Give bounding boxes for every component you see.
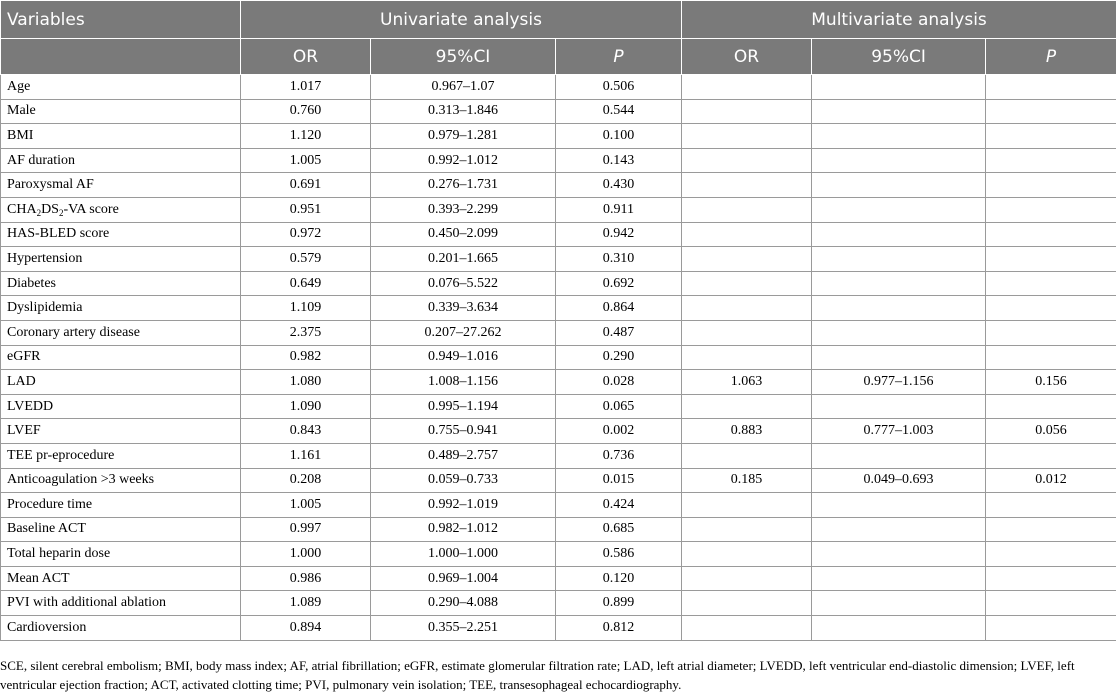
multi-p-cell — [986, 148, 1116, 173]
uni-or-cell: 1.017 — [241, 75, 371, 100]
table-row — [1, 542, 1116, 567]
uni-ci-cell: 0.076–5.522 — [371, 271, 556, 296]
header-multi-ci: 95%CI — [812, 39, 986, 75]
uni-p-cell: 0.685 — [556, 517, 682, 542]
variable-name-cell: AF duration — [1, 148, 241, 173]
multi-or-cell: 0.185 — [682, 468, 812, 493]
multi-ci-cell — [812, 616, 986, 641]
header-multi-or: OR — [682, 39, 812, 75]
multi-or-cell — [682, 394, 812, 419]
table-row — [1, 419, 1116, 444]
uni-p-cell: 0.812 — [556, 616, 682, 641]
table-row — [1, 443, 1116, 468]
header-univariate: Univariate analysis — [241, 1, 682, 39]
multi-p-cell: 0.012 — [986, 468, 1116, 493]
uni-ci-cell: 0.755–0.941 — [371, 419, 556, 444]
multi-p-cell — [986, 394, 1116, 419]
table-row — [1, 616, 1116, 641]
multi-ci-cell: 0.977–1.156 — [812, 370, 986, 395]
table-row — [1, 124, 1116, 149]
multi-ci-cell — [812, 443, 986, 468]
uni-or-cell: 0.208 — [241, 468, 371, 493]
table-row — [1, 345, 1116, 370]
uni-ci-cell: 0.276–1.731 — [371, 173, 556, 198]
uni-p-cell: 0.864 — [556, 296, 682, 321]
multi-ci-cell — [812, 345, 986, 370]
uni-p-cell: 0.487 — [556, 320, 682, 345]
multi-or-cell — [682, 99, 812, 124]
multi-or-cell — [682, 345, 812, 370]
multi-or-cell — [682, 443, 812, 468]
uni-or-cell: 0.579 — [241, 247, 371, 272]
uni-p-cell: 0.736 — [556, 443, 682, 468]
variable-name-cell: Cardioversion — [1, 616, 241, 641]
uni-p-cell: 0.143 — [556, 148, 682, 173]
table-row — [1, 468, 1116, 493]
multi-p-cell — [986, 173, 1116, 198]
multi-or-cell — [682, 320, 812, 345]
multi-p-cell — [986, 616, 1116, 641]
table-row — [1, 75, 1116, 100]
uni-p-cell: 0.942 — [556, 222, 682, 247]
table-row — [1, 99, 1116, 124]
variable-name-cell: $CHA_2DS_2-VA$ score — [1, 197, 241, 222]
uni-ci-cell: 0.290–4.088 — [371, 591, 556, 616]
variable-name-cell: Coronary artery disease — [1, 320, 241, 345]
variable-name-cell: Total heparin dose — [1, 542, 241, 567]
uni-or-cell: 0.951 — [241, 197, 371, 222]
multi-p-cell — [986, 517, 1116, 542]
variable-name-cell: Baseline ACT — [1, 517, 241, 542]
variable-name-cell: Paroxysmal AF — [1, 173, 241, 198]
variable-name-cell: Mean ACT — [1, 566, 241, 591]
multi-ci-cell — [812, 271, 986, 296]
uni-p-cell: 0.002 — [556, 419, 682, 444]
uni-or-cell: 0.843 — [241, 419, 371, 444]
uni-ci-cell: 0.995–1.194 — [371, 394, 556, 419]
multi-ci-cell — [812, 320, 986, 345]
variable-name-cell: LVEF — [1, 419, 241, 444]
uni-p-cell: 0.100 — [556, 124, 682, 149]
table-row — [1, 222, 1116, 247]
uni-p-cell: 0.911 — [556, 197, 682, 222]
uni-ci-cell: 0.450–2.099 — [371, 222, 556, 247]
uni-or-cell: 0.894 — [241, 616, 371, 641]
multi-p-cell: 0.056 — [986, 419, 1116, 444]
variable-name-cell: BMI — [1, 124, 241, 149]
table-row — [1, 517, 1116, 542]
multi-or-cell — [682, 566, 812, 591]
multi-ci-cell — [812, 591, 986, 616]
variable-name-cell: PVI with additional ablation — [1, 591, 241, 616]
table-row — [1, 591, 1116, 616]
multi-or-cell — [682, 247, 812, 272]
uni-p-cell: 0.424 — [556, 493, 682, 518]
multi-or-cell — [682, 517, 812, 542]
uni-p-cell: 0.028 — [556, 370, 682, 395]
multi-p-cell — [986, 99, 1116, 124]
uni-ci-cell: 0.969–1.004 — [371, 566, 556, 591]
uni-p-cell: 0.506 — [556, 75, 682, 100]
uni-or-cell: 0.997 — [241, 517, 371, 542]
multi-p-cell — [986, 320, 1116, 345]
multi-ci-cell — [812, 197, 986, 222]
multi-p-cell — [986, 296, 1116, 321]
multi-or-cell — [682, 271, 812, 296]
table-header — [1, 1, 1116, 75]
uni-ci-cell: 0.982–1.012 — [371, 517, 556, 542]
multi-or-cell — [682, 124, 812, 149]
table-row — [1, 296, 1116, 321]
multi-or-cell — [682, 493, 812, 518]
multi-or-cell — [682, 296, 812, 321]
variable-name-cell: LAD — [1, 370, 241, 395]
header-uni-or: OR — [241, 39, 371, 75]
multi-or-cell — [682, 173, 812, 198]
multi-ci-cell — [812, 394, 986, 419]
table-row — [1, 271, 1116, 296]
table-row — [1, 173, 1116, 198]
uni-p-cell: 0.015 — [556, 468, 682, 493]
table-row — [1, 566, 1116, 591]
uni-ci-cell: 0.313–1.846 — [371, 99, 556, 124]
multi-or-cell: 1.063 — [682, 370, 812, 395]
uni-ci-cell: 0.207–27.262 — [371, 320, 556, 345]
table-footnote: SCE, silent cerebral embolism; BMI, body mass index; AF, atrial fibrillation; eGFR, estimate glomerular filtration rate; LAD, left atrial diameter; LVEDD, left ventricular end-diastolic dimension; LVEF, left ventricular ejection fraction; ACT, activated clotting time; PVI, pulmonary vein isolation; TEE, transesophageal echocardiography. — [0, 658, 1075, 692]
uni-p-cell: 0.065 — [556, 394, 682, 419]
multi-p-cell — [986, 75, 1116, 100]
uni-or-cell: 1.161 — [241, 443, 371, 468]
table-row — [1, 148, 1116, 173]
uni-p-cell: 0.120 — [556, 566, 682, 591]
uni-p-cell: 0.586 — [556, 542, 682, 567]
multi-ci-cell — [812, 296, 986, 321]
uni-ci-cell: 0.992–1.019 — [371, 493, 556, 518]
variable-name-cell: Diabetes — [1, 271, 241, 296]
variable-name-cell: TEE pr-eprocedure — [1, 443, 241, 468]
uni-or-cell: 0.972 — [241, 222, 371, 247]
multi-ci-cell — [812, 173, 986, 198]
multi-or-cell — [682, 542, 812, 567]
uni-or-cell: 1.109 — [241, 296, 371, 321]
variable-name-cell: Procedure time — [1, 493, 241, 518]
multi-ci-cell — [812, 566, 986, 591]
multi-ci-cell — [812, 75, 986, 100]
multi-ci-cell — [812, 542, 986, 567]
uni-p-cell: 0.899 — [556, 591, 682, 616]
uni-ci-cell: 0.949–1.016 — [371, 345, 556, 370]
uni-or-cell: 1.080 — [241, 370, 371, 395]
uni-or-cell: 1.005 — [241, 148, 371, 173]
variable-name-cell: eGFR — [1, 345, 241, 370]
multi-or-cell — [682, 591, 812, 616]
multi-or-cell — [682, 197, 812, 222]
header-blank — [1, 39, 241, 75]
multi-p-cell — [986, 197, 1116, 222]
multi-p-cell — [986, 222, 1116, 247]
multi-ci-cell — [812, 124, 986, 149]
multi-ci-cell — [812, 493, 986, 518]
uni-p-cell: 0.290 — [556, 345, 682, 370]
uni-p-cell: 0.544 — [556, 99, 682, 124]
uni-ci-cell: 1.000–1.000 — [371, 542, 556, 567]
header-uni-ci: 95%CI — [371, 39, 556, 75]
uni-or-cell: 0.760 — [241, 99, 371, 124]
uni-or-cell: 1.090 — [241, 394, 371, 419]
multi-or-cell: 0.883 — [682, 419, 812, 444]
variable-name-cell: HAS-BLED score — [1, 222, 241, 247]
uni-ci-cell: 0.355–2.251 — [371, 616, 556, 641]
uni-p-cell: 0.430 — [556, 173, 682, 198]
multi-or-cell — [682, 75, 812, 100]
header-multivariate: Multivariate analysis — [682, 1, 1116, 39]
multi-p-cell — [986, 566, 1116, 591]
uni-or-cell: 0.691 — [241, 173, 371, 198]
uni-ci-cell: 0.992–1.012 — [371, 148, 556, 173]
multi-p-cell — [986, 345, 1116, 370]
uni-ci-cell: 0.393–2.299 — [371, 197, 556, 222]
multi-or-cell — [682, 148, 812, 173]
multi-p-cell — [986, 247, 1116, 272]
multi-or-cell — [682, 222, 812, 247]
header-multi-p: P — [986, 39, 1116, 75]
multi-ci-cell: 0.777–1.003 — [812, 419, 986, 444]
uni-or-cell: 0.986 — [241, 566, 371, 591]
table-row — [1, 493, 1116, 518]
header-uni-p: P — [556, 39, 682, 75]
table-row — [1, 320, 1116, 345]
header-variables: Variables — [1, 1, 241, 39]
uni-ci-cell: 0.967–1.07 — [371, 75, 556, 100]
table-row — [1, 370, 1116, 395]
multi-p-cell — [986, 271, 1116, 296]
variable-name-cell: Male — [1, 99, 241, 124]
multi-ci-cell — [812, 99, 986, 124]
uni-ci-cell: 0.059–0.733 — [371, 468, 556, 493]
multi-ci-cell — [812, 247, 986, 272]
uni-ci-cell: 0.489–2.757 — [371, 443, 556, 468]
multi-p-cell — [986, 542, 1116, 567]
variable-name-cell: Dyslipidemia — [1, 296, 241, 321]
uni-or-cell: 1.089 — [241, 591, 371, 616]
multi-ci-cell — [812, 517, 986, 542]
uni-or-cell: 0.982 — [241, 345, 371, 370]
multi-p-cell — [986, 591, 1116, 616]
uni-or-cell: 1.005 — [241, 493, 371, 518]
uni-ci-cell: 0.201–1.665 — [371, 247, 556, 272]
uni-p-cell: 0.692 — [556, 271, 682, 296]
multi-ci-cell — [812, 222, 986, 247]
multi-p-cell — [986, 124, 1116, 149]
table-row — [1, 394, 1116, 419]
uni-ci-cell: 1.008–1.156 — [371, 370, 556, 395]
multi-p-cell: 0.156 — [986, 370, 1116, 395]
uni-or-cell: 1.000 — [241, 542, 371, 567]
variable-name-cell: Age — [1, 75, 241, 100]
multi-p-cell — [986, 443, 1116, 468]
table-body — [1, 75, 1116, 641]
uni-or-cell: 1.120 — [241, 124, 371, 149]
variable-name-cell: LVEDD — [1, 394, 241, 419]
multi-or-cell — [682, 616, 812, 641]
uni-ci-cell: 0.979–1.281 — [371, 124, 556, 149]
variable-name-cell: Hypertension — [1, 247, 241, 272]
variable-name-cell: Anticoagulation >3 weeks — [1, 468, 241, 493]
uni-ci-cell: 0.339–3.634 — [371, 296, 556, 321]
table-row — [1, 197, 1116, 222]
table-row — [1, 247, 1116, 272]
multi-ci-cell: 0.049–0.693 — [812, 468, 986, 493]
uni-p-cell: 0.310 — [556, 247, 682, 272]
uni-or-cell: 0.649 — [241, 271, 371, 296]
multi-ci-cell — [812, 148, 986, 173]
uni-or-cell: 2.375 — [241, 320, 371, 345]
multi-p-cell — [986, 493, 1116, 518]
